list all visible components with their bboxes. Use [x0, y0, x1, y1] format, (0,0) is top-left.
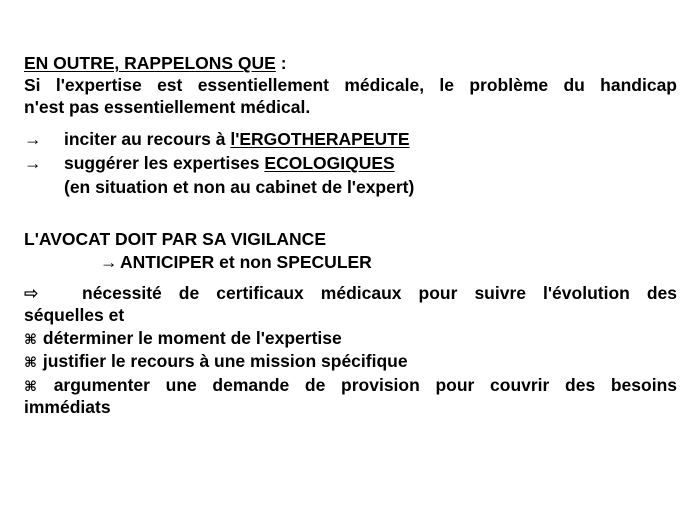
bullet-text: déterminer le moment de l'expertise — [42, 328, 342, 348]
section1-item-ecologiques — [24, 152, 677, 174]
section1-para-line2: n'est pas essentiellement médical. — [24, 97, 311, 117]
point1-text: nécessité de certificaux médicaux pour suivre l'évolution des — [82, 283, 677, 303]
bullet-item-3-line2: immédiats — [24, 397, 111, 417]
arrow-icon: → — [100, 252, 118, 272]
arrow-icon: → — [24, 129, 42, 149]
item1-prefix: inciter au recours à — [64, 129, 231, 149]
point1-line2: séquelles et — [24, 305, 125, 325]
section2-heading: L'AVOCAT DOIT PAR SA VIGILANCE — [24, 229, 326, 249]
section1-heading-line — [24, 52, 677, 74]
section1-heading: EN OUTRE, RAPPELONS QUE — [24, 53, 276, 73]
bullet-item-2 — [24, 350, 677, 373]
bullet-text: argumenter une demande de provision pour couvrir des besoins — [53, 375, 677, 395]
section1-item-ergotherapeute — [24, 128, 677, 150]
bullet-icon: ⌘ — [24, 354, 37, 370]
bullet-icon: ⌘ — [24, 378, 37, 394]
section2-sub-item — [100, 251, 600, 273]
sub-item-text: ANTICIPER et non SPECULER — [120, 252, 372, 272]
item2-prefix: suggérer les expertises — [64, 153, 265, 173]
item2-emph: ECOLOGIQUES — [264, 153, 395, 173]
bullet-icon: ⌘ — [24, 331, 37, 347]
bullet-item-1 — [24, 327, 677, 350]
section1-heading-suffix: : — [275, 53, 287, 73]
bullet-item-3-line1 — [24, 374, 677, 397]
arrow-icon: → — [24, 153, 42, 173]
item1-emph: l'ERGOTHERAPEUTE — [230, 129, 410, 149]
hollow-arrow-icon: ⇨ — [24, 283, 39, 303]
point1-line1 — [24, 282, 677, 304]
item2-note: (en situation et non au cabinet de l'expert) — [64, 177, 415, 197]
bullet-text: justifier le recours à une mission spécifique — [42, 351, 408, 371]
section1-para-line1: Si l'expertise est essentiellement médicale, le problème du handicap — [24, 75, 677, 95]
